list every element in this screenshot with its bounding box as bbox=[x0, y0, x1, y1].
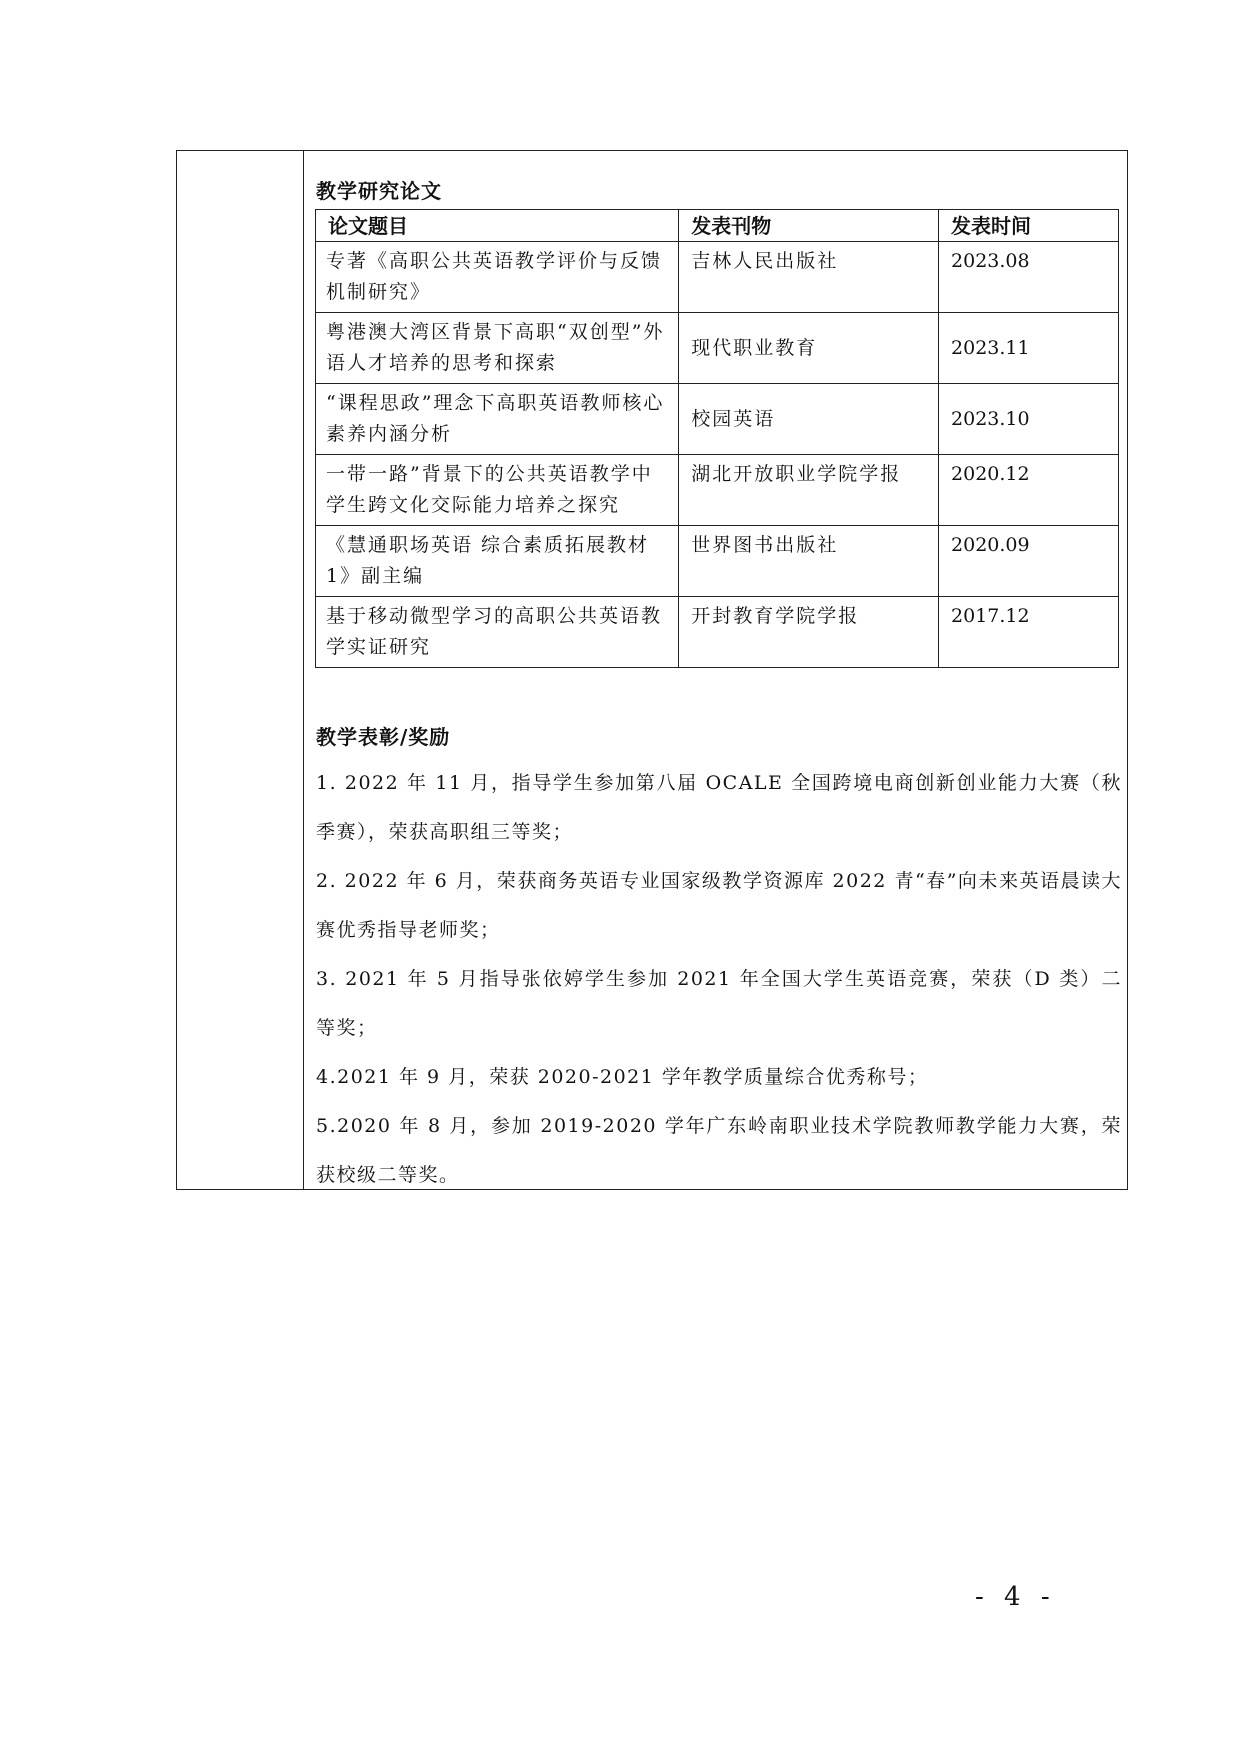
header-date: 发表时间 bbox=[939, 210, 1119, 242]
papers-header-row bbox=[316, 210, 1119, 242]
paper-title-cell: 《慧通职场英语 综合素质拓展教材 1》副主编 bbox=[316, 526, 679, 597]
journal-cell: 湖北开放职业学院学报 bbox=[679, 455, 939, 526]
paper-title-cell: “课程思政”理念下高职英语教师核心素养内涵分析 bbox=[316, 384, 679, 455]
table-row bbox=[316, 597, 1119, 668]
date-cell: 2020.09 bbox=[939, 526, 1119, 597]
award-item: 2. 2022 年 6 月，荣获商务英语专业国家级教学资源库 2022 青“春”向未来英语晨读大赛优秀指导老师奖； bbox=[316, 870, 1122, 941]
paper-title-cell: 基于移动微型学习的高职公共英语教学实证研究 bbox=[316, 597, 679, 668]
form-table bbox=[176, 150, 1128, 1190]
papers-section-title: 教学研究论文 bbox=[316, 179, 442, 203]
header-paper-title: 论文题目 bbox=[316, 210, 679, 242]
award-item: 3. 2021 年 5 月指导张依婷学生参加 2021 年全国大学生英语竞赛，荣获（D 类）二等奖； bbox=[316, 968, 1122, 1039]
table-row bbox=[316, 455, 1119, 526]
header-journal: 发表刊物 bbox=[679, 210, 939, 242]
paper-title-cell: 专著《高职公共英语教学评价与反馈机制研究》 bbox=[316, 242, 679, 313]
date-cell: 2020.12 bbox=[939, 455, 1119, 526]
label-column bbox=[177, 151, 304, 1189]
table-row bbox=[316, 313, 1119, 384]
table-row bbox=[316, 242, 1119, 313]
awards-section-title: 教学表彰/奖励 bbox=[316, 725, 451, 749]
paper-title-cell: 粤港澳大湾区背景下高职“双创型”外语人才培养的思考和探索 bbox=[316, 313, 679, 384]
award-item: 4.2021 年 9 月，荣获 2020-2021 学年教学质量综合优秀称号； bbox=[316, 1066, 929, 1088]
awards-list bbox=[316, 759, 1122, 1200]
page-number: - 4 - bbox=[975, 1582, 1056, 1612]
date-cell: 2023.11 bbox=[939, 313, 1119, 384]
journal-cell: 开封教育学院学报 bbox=[679, 597, 939, 668]
award-item: 1. 2022 年 11 月，指导学生参加第八届 OCALE 全国跨境电商创新创业能力大赛（秋季赛），荣获高职组三等奖； bbox=[316, 772, 1122, 843]
award-item: 5.2020 年 8 月，参加 2019-2020 学年广东岭南职业技术学院教师教学能力大赛，荣获校级二等奖。 bbox=[316, 1115, 1122, 1186]
paper-title-cell: 一带一路”背景下的公共英语教学中学生跨文化交际能力培养之探究 bbox=[316, 455, 679, 526]
table-row bbox=[316, 526, 1119, 597]
date-cell: 2023.10 bbox=[939, 384, 1119, 455]
journal-cell: 吉林人民出版社 bbox=[679, 242, 939, 313]
papers-table bbox=[315, 209, 1119, 668]
journal-cell: 现代职业教育 bbox=[679, 313, 939, 384]
table-row bbox=[316, 384, 1119, 455]
date-cell: 2023.08 bbox=[939, 242, 1119, 313]
date-cell: 2017.12 bbox=[939, 597, 1119, 668]
journal-cell: 世界图书出版社 bbox=[679, 526, 939, 597]
journal-cell: 校园英语 bbox=[679, 384, 939, 455]
content-column bbox=[304, 151, 1127, 1189]
